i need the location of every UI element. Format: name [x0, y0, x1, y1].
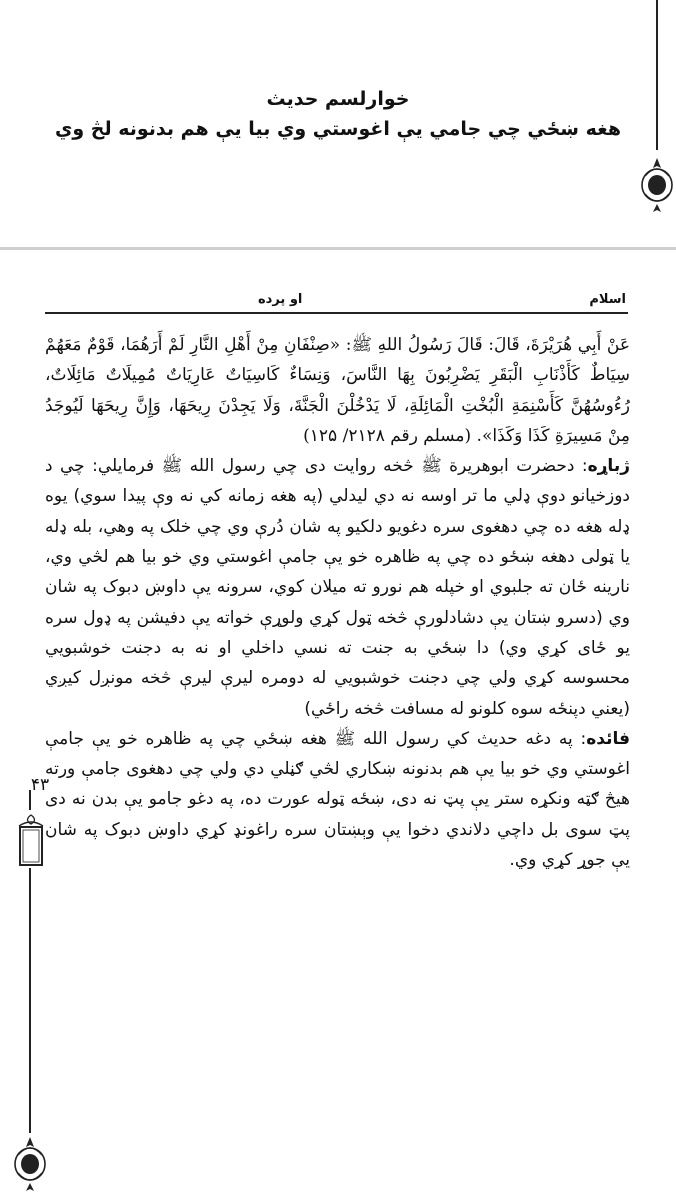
page-divider: [0, 247, 676, 250]
chapter-subtitle: هغه ښځي چي جامي يې اغوستي وي بيا يې هم بدنونه لڅ وي: [54, 118, 622, 140]
benefit-paragraph: [45, 724, 630, 875]
page-number-frame-icon: [14, 814, 48, 868]
page-number: ۴۳: [30, 775, 50, 795]
running-header-right: اسلام: [589, 292, 626, 307]
hadith-arabic-text: عَنْ أَبِي هُرَيْرَةَ، قَالَ: قَالَ رَسُولُ اللهِ ﷺ: «صِنْفَانِ مِنْ أَهْلِ النَّارِ لَمْ أَرَهُمَا، قَوْمٌ مَعَهُمْ سِيَاطٌ كَأَذْنَابِ الْبَقَرِ يَضْرِبُونَ بِهَا النَّاسَ، وَنِسَاءٌ كَاسِيَاتٌ عَارِيَاتٌ مُمِيلَاتٌ مَائِلَاتٌ، رُءُوسُهُنَّ كَأَسْنِمَةِ الْبُخْتِ الْمَائِلَةِ، لَا يَدْخُلْنَ الْجَنَّةَ، وَلَا يَجِدْنَ رِيحَهَا، وَإِنَّ رِيحَهَا لَيُوجَدُ مِنْ مَسِيرَةِ كَذَا وَكَذَا». (مسلم رقم ۲۱۲۸/ ۱۲۵): [45, 335, 630, 446]
floral-ornament-icon: [639, 156, 675, 214]
page-body: [45, 330, 630, 875]
left-border-line-lower: [29, 868, 31, 1133]
running-header: [48, 292, 626, 310]
floral-ornament-icon: [12, 1135, 48, 1193]
header-rule: [45, 312, 628, 314]
running-header-center: او پرده: [258, 292, 303, 307]
translation-label: ژباړه: [587, 456, 630, 477]
translation-paragraph: [45, 451, 630, 724]
benefit-text: : په دغه حديث کي رسول الله ﷺ هغه ښځي چي په ظاهره خو يې جامې اغوستي وي خو بيا يې هم بدنونه ښکاري لڅي ګڼلي دي ولي چي دهغوی جامې ورته هيڅ ګټه ونکړه ستر يې پټ نه دی، ښځه ټوله عورت ده، په دغو جامو يې بدن نه دی پټ سوی بل داچي دلاندي دخوا يې وېښتان سره راغونډ کړي داوښ دبوک په شان يې جوړ کړي وي.: [45, 728, 630, 871]
benefit-label: فائده: [586, 728, 630, 749]
translation-text: : دحضرت ابوهريرة ﷺ څخه روايت دی چي رسول الله ﷺ فرمايلي: چي د دوزخيانو دوې ډلي ما تر اوسه نه دي ليدلي (په هغه زمانه کي نه وې پيدا سوي) يوه ډله هغه ده چي دهغوی سره دغويو دلکيو په شان دُرې وي چي خلک په وهي، بله ډله يا ټولی دهغه ښځو ده چي په ظاهره خو يې جامې اغوستي وي خو بيا هم لڅي وي، نارينه ځان ته جلبوي او خپله هم نورو ته ميلان کوي، سرونه يې داوښ دبوک په شان وي (دسرو ښتان يې دشادلورې څخه ټول کړي ولوړې خواته يې دفيشن په ډول سره يو ځای کړي وي) دا ښځي به جنت ته نسي داخلي او نه به دجنت خوشبويي محسوسه کړي ولي چي دجنت خوشبويي له دومره ليرې ليرې څخه مونږل کيږي (يعني دپنځه سوه کلونو له مسافت څخه راځي): [45, 456, 630, 719]
chapter-title: خوارلسم حديث: [266, 88, 410, 110]
